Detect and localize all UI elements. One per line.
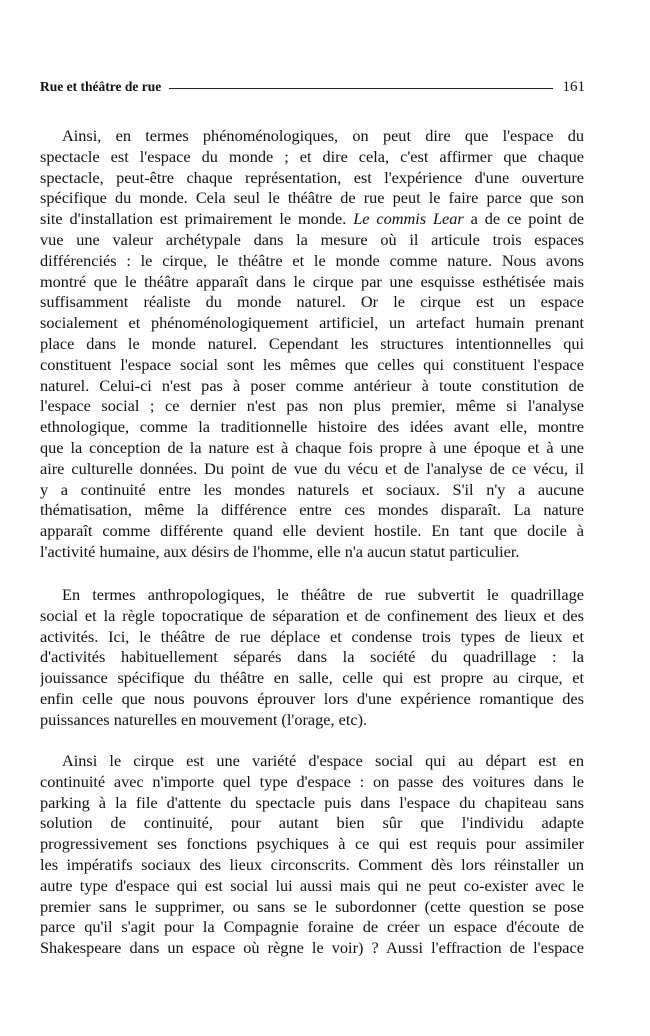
text-segment: site d'installation est primairement le monde. — [40, 209, 354, 229]
text-segment: y a continuité entre les mondes naturels et sociaux. S'il n'y a aucune — [40, 479, 584, 499]
text-line — [40, 521, 584, 542]
text-line — [40, 751, 584, 772]
text-segment: parce qu'il s'agit pour la Compagnie foraine de créer un espace d'écoute de — [40, 917, 584, 937]
text-line — [40, 417, 584, 438]
text-segment: thématisation, même la différence entre ces mondes disparaît. La nature — [40, 500, 584, 520]
page-number: 161 — [562, 78, 585, 95]
text-line — [40, 126, 584, 147]
text-segment: les impératifs sociaux des lieux circonscrits. Comment dès lors réinstaller un — [40, 854, 584, 874]
text-line — [40, 272, 584, 293]
text-segment: différenciés : le cirque, le théâtre et le monde comme nature. Nous avons — [40, 250, 584, 270]
text-segment: puissances naturelles en mouvement (l'orage, etc). — [40, 709, 368, 729]
text-segment: En termes anthropologiques, le théâtre de rue subvertit le quadrillage — [62, 585, 584, 604]
text-line — [40, 209, 584, 230]
text-segment: vue une valeur archétypale dans la mesure où il articule trois espaces — [40, 229, 584, 249]
paragraph — [40, 751, 584, 959]
text-line — [40, 938, 584, 959]
text-line — [40, 606, 584, 627]
text-line — [40, 292, 584, 313]
text-segment: que la conception de la nature est à chaque fois propre à une époque et à une — [40, 437, 584, 457]
text-line — [40, 438, 584, 459]
text-segment: spécifique du monde. Cela seul le théâtre de rue peut le faire parce que son — [40, 188, 584, 208]
text-segment: socialement et phénoménologiquement artificiel, un artefact humain prenant — [40, 313, 584, 333]
text-segment: Ainsi, en termes phénoménologiques, on peut dire que l'espace du — [62, 126, 584, 145]
text-line — [40, 647, 584, 668]
text-segment: suffisamment réaliste du monde naturel. Or le cirque est un espace — [40, 292, 584, 312]
text-segment: jouissance spécifique du théâtre en salle, celle qui est propre au cirque, et — [40, 668, 584, 688]
running-title: Rue et théâtre de rue — [40, 79, 162, 94]
text-segment: enfin celle que nous pouvons éprouver lors d'une expérience romantique des — [40, 688, 584, 708]
text-segment: social et la règle topocratique de séparation et de confinement des lieux et des — [40, 605, 584, 625]
text-segment: ethnologique, comme la traditionnelle histoire des idées avant elle, montre — [40, 417, 584, 437]
text-line — [40, 585, 584, 606]
text-line — [40, 813, 584, 834]
text-segment: a de ce point de — [463, 209, 584, 229]
text-segment: constituent l'espace social sont les mêmes que celles qui constituent l'espace — [40, 354, 584, 374]
text-line — [40, 500, 584, 521]
text-line — [40, 917, 584, 938]
text-line — [40, 668, 584, 689]
text-segment: activités. Ici, le théâtre de rue déplace et condense trois types de lieux et — [40, 626, 584, 646]
text-line — [40, 230, 584, 251]
text-line — [40, 772, 584, 793]
text-segment: progressivement ses fonctions psychiques à ce qui est requis pour assimiler — [40, 834, 584, 854]
text-segment: place dans le monde naturel. Cependant les structures intentionnelles qui — [40, 333, 584, 353]
text-segment: l'activité humaine, aux désirs de l'homme, elle n'a aucun statut particulier. — [40, 541, 520, 561]
text-line — [40, 147, 584, 168]
text-segment: premier sans le supprimer, ou sans se le subordonner (cette question se pose — [40, 896, 584, 916]
text-line — [40, 689, 584, 710]
text-segment: Shakespeare dans un espace où règne le voir) ? Aussi l'effraction de l'espace — [40, 938, 584, 958]
text-line — [40, 834, 584, 855]
text-segment: apparaît comme différente quand elle devient hostile. En tant que docile à — [40, 521, 584, 541]
text-segment: continuité avec n'importe quel type d'espace : on passe des voitures dans le — [40, 771, 584, 791]
text-line — [40, 542, 584, 563]
paragraph — [40, 585, 584, 731]
text-line — [40, 855, 584, 876]
header-rule — [169, 88, 552, 89]
text-line — [40, 627, 584, 648]
text-line — [40, 334, 584, 355]
text-segment: aire culturelle données. Du point de vue du vécu et de l'analyse de ce vécu, il — [40, 458, 584, 478]
text-line — [40, 251, 584, 272]
text-segment: parking à la file d'attente du spectacle puis dans l'espace du chapiteau sans — [40, 792, 584, 812]
text-segment: spectacle, peut-être chaque représentation, est l'expérience d'une ouverture — [40, 167, 584, 187]
text-line — [40, 710, 584, 731]
text-line — [40, 396, 584, 417]
text-segment: naturel. Celui-ci n'est pas à poser comme antérieur à toute constitution de — [40, 375, 584, 395]
text-segment: l'espace social ; ce dernier n'est pas non plus premier, même si l'analyse — [40, 396, 584, 416]
text-segment: montré que le théâtre apparaît dans le cirque par une esquisse esthétisée mais — [40, 271, 584, 291]
text-line — [40, 188, 584, 209]
text-line — [40, 459, 584, 480]
text-line — [40, 897, 584, 918]
paragraph — [40, 126, 584, 563]
text-line — [40, 480, 584, 501]
work-title: Le commis Lear — [353, 209, 464, 229]
text-line — [40, 313, 584, 334]
text-segment: spectacle est l'espace du monde ; et dire cela, c'est affirmer que chaque — [40, 146, 584, 166]
text-line — [40, 355, 584, 376]
text-line — [40, 793, 584, 814]
text-line — [40, 876, 584, 897]
text-segment: Ainsi le cirque est une variété d'espace social qui au départ est en — [62, 751, 584, 770]
running-header — [40, 77, 585, 97]
text-segment: d'activités habituellement séparés dans la société du quadrillage : la — [40, 647, 584, 667]
text-segment: autre type d'espace qui est social lui aussi mais qui ne peut co-exister avec le — [40, 875, 584, 895]
text-segment: solution de continuité, pour autant bien sûr que l'individu adapte — [40, 813, 584, 833]
text-line — [40, 376, 584, 397]
text-line — [40, 168, 584, 189]
